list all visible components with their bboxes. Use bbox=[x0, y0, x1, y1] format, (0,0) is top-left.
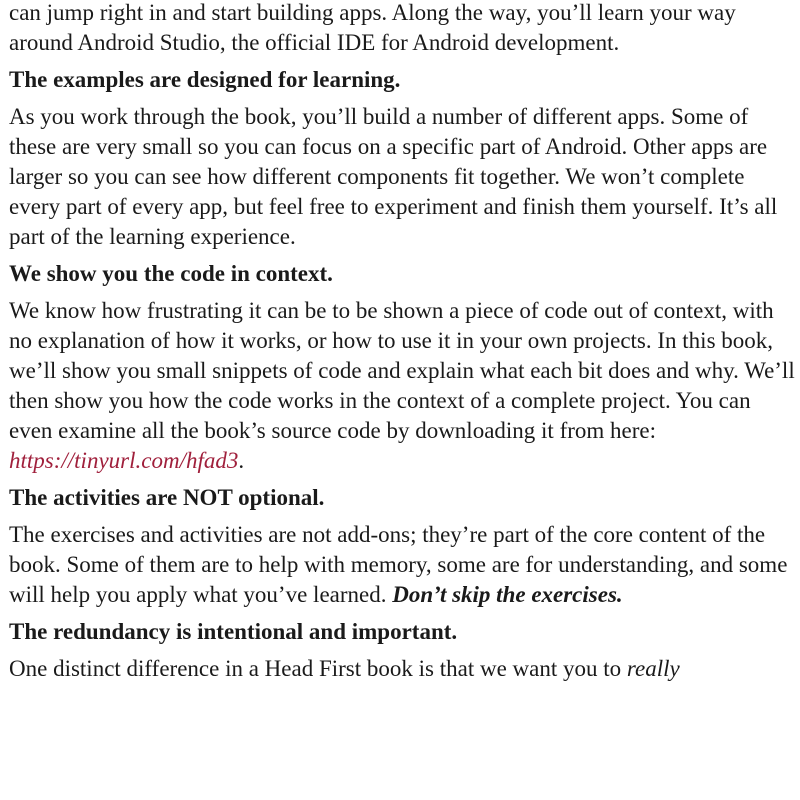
heading-code-in-context: We show you the code in context. bbox=[9, 261, 333, 286]
page-content bbox=[9, 0, 795, 684]
redundancy-emphasis: really bbox=[626, 656, 680, 681]
context-paragraph bbox=[9, 296, 795, 476]
source-code-link[interactable]: https://tinyurl.com/hfad3 bbox=[9, 448, 239, 473]
context-paragraph-end: . bbox=[238, 448, 245, 473]
learning-paragraph: As you work through the book, you’ll build a number of different apps. Some of these are very small so you can focus on a specific part of Android. Other apps are larger so you can see how different components fit together. We won’t complete every part of every app, but feel free to experiment and finish them yourself. It’s all part of the learning experience. bbox=[9, 104, 778, 249]
activities-emphasis: Don’t skip the exercises. bbox=[392, 582, 623, 607]
heading-activities-not-optional: The activities are NOT optional. bbox=[9, 485, 325, 510]
context-paragraph-text: We know how frustrating it can be to be shown a piece of code out of context, with no explanation of how it works, or how to use it in your own projects. In this book, we’ll show you small snippets of code and explain what each bit does and why. We’ll then show you how the code works in the context of a complete project. You can even examine all the book’s source code by downloading it from here: bbox=[9, 298, 795, 443]
heading-examples-for-learning: The examples are designed for learning. bbox=[9, 67, 401, 92]
redundancy-paragraph-text: One distinct difference in a Head First book is that we want you to bbox=[9, 656, 627, 681]
intro-paragraph: can jump right in and start building apps. Along the way, you’ll learn your way around Android Studio, the official IDE for Android development. bbox=[9, 0, 736, 55]
activities-paragraph bbox=[9, 520, 795, 610]
activities-paragraph-text: The exercises and activities are not add-ons; they’re part of the core content of the book. Some of them are to help with memory, some are for understanding, and some will help you apply what you’ve learned. bbox=[9, 522, 788, 607]
redundancy-paragraph bbox=[9, 654, 795, 684]
heading-redundancy: The redundancy is intentional and important. bbox=[9, 619, 458, 644]
